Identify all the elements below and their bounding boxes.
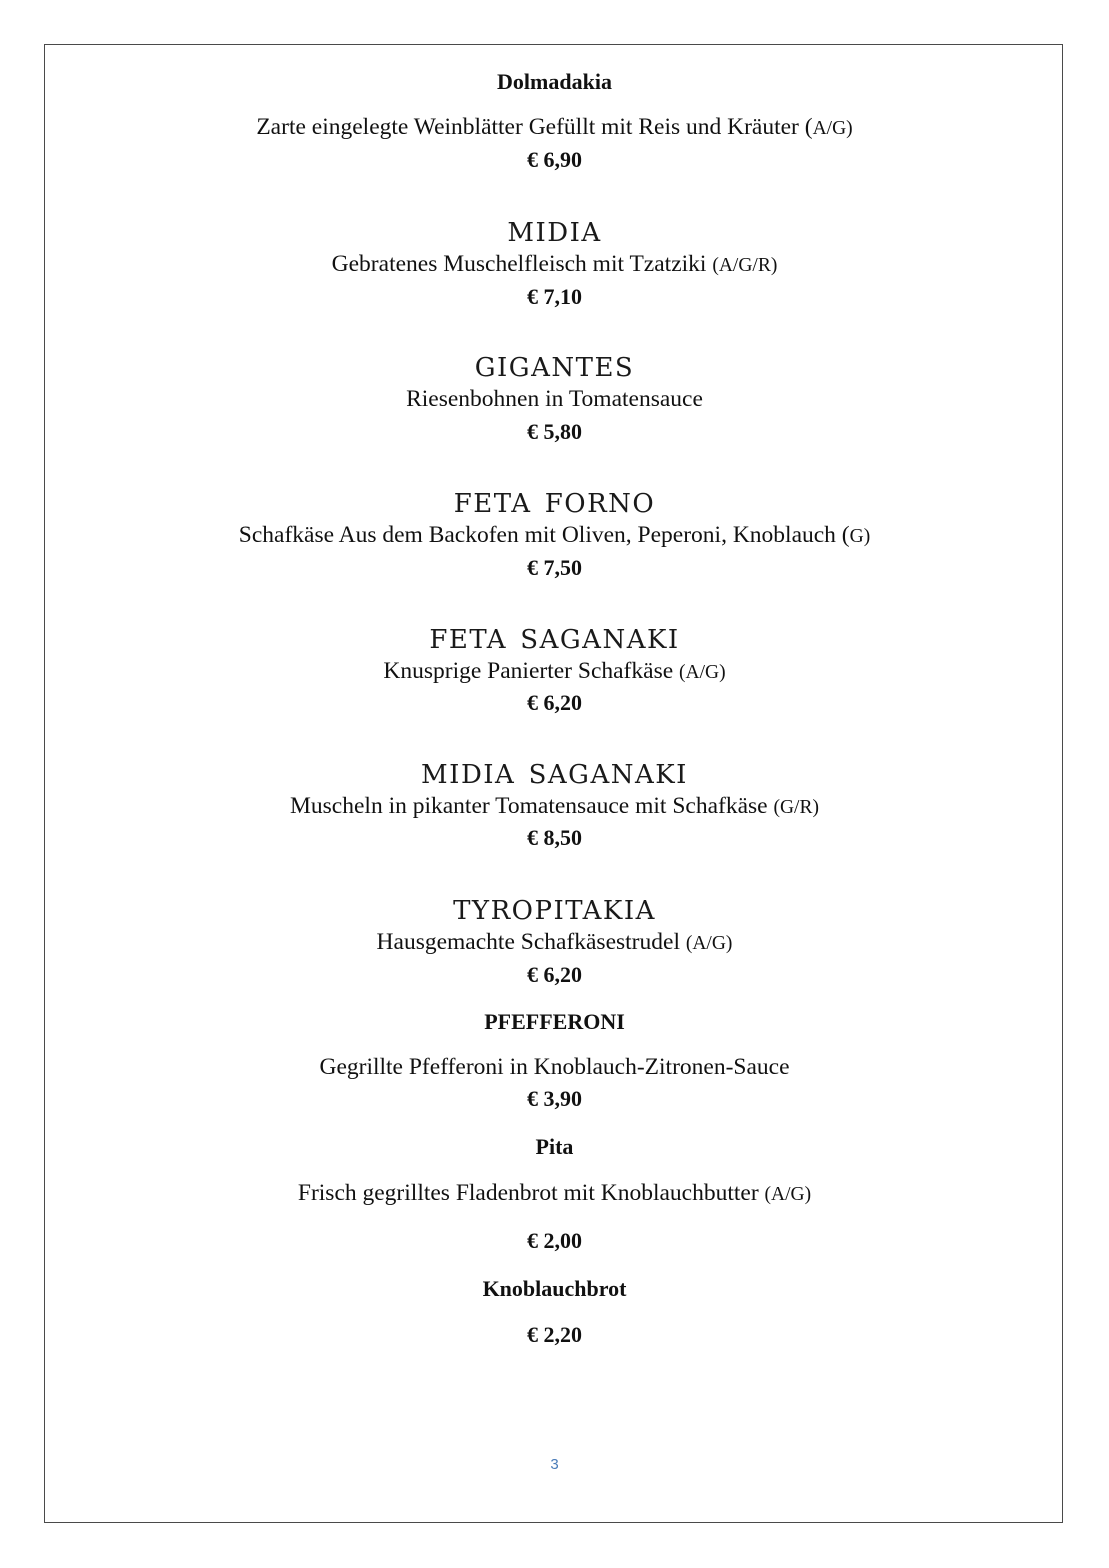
description-text: Zarte eingelegte Weinblätter Gefüllt mit Reis und Kräuter (	[256, 114, 813, 140]
item-description-dolmadakia	[0, 114, 1109, 141]
item-title-tyropitakia: tyropitakia	[453, 885, 656, 928]
allergen-codes: (A/G/R)	[712, 255, 778, 276]
description-text: Gegrillte Pfefferoni in Knoblauch-Zitronen-Sauce	[319, 1054, 790, 1080]
item-title-feta-forno: feta forno	[453, 478, 656, 521]
item-title-midia: midia	[507, 207, 602, 250]
item-title-feta-saganaki: feta saganaki	[429, 614, 680, 657]
item-price-midia: € 7,10	[527, 284, 582, 309]
item-description-pita	[0, 1180, 1109, 1207]
item-price-pfefferoni: € 3,90	[527, 1086, 582, 1111]
item-description-gigantes	[0, 386, 1109, 413]
item-description-midia	[0, 251, 1109, 278]
item-description-feta-forno	[0, 522, 1109, 549]
description-text: Riesenbohnen in Tomatensauce	[406, 386, 703, 412]
item-price-gigantes: € 5,80	[527, 419, 582, 444]
item-price-midia-saganaki: € 8,50	[527, 825, 582, 850]
allergen-codes: G)	[849, 526, 871, 547]
item-price-feta-forno: € 7,50	[527, 555, 582, 580]
allergen-codes: (A/G)	[679, 662, 726, 683]
item-title-dolmadakia: Dolmadakia	[497, 69, 612, 94]
item-description-feta-saganaki	[0, 658, 1109, 685]
description-text: Schafkäse Aus dem Backofen mit Oliven, Peperoni, Knoblauch (	[238, 522, 850, 548]
allergen-codes: (A/G)	[685, 933, 733, 954]
page-number: 3	[550, 1456, 559, 1473]
description-text: Knusprige Panierter Schafkäse	[383, 658, 680, 684]
description-text: Frisch gegrilltes Fladenbrot mit Knoblauchbutter	[297, 1180, 765, 1206]
allergen-codes: A/G)	[812, 118, 853, 139]
description-text: Muscheln in pikanter Tomatensauce mit Schafkäse	[290, 793, 774, 819]
description-text: Hausgemachte Schafkäsestrudel	[376, 929, 686, 955]
allergen-codes: (A/G)	[764, 1184, 812, 1205]
allergen-codes: (G/R)	[773, 797, 819, 818]
item-description-midia-saganaki	[0, 793, 1109, 820]
item-price-pita: € 2,00	[527, 1228, 582, 1253]
item-title-pita: Pita	[535, 1134, 574, 1159]
item-description-tyropitakia	[0, 929, 1109, 956]
item-title-pfefferoni: PFEFFERONI	[484, 1009, 625, 1034]
item-title-midia-saganaki: midia saganaki	[421, 749, 688, 792]
item-title-gigantes: gigantes	[474, 342, 635, 385]
item-price-knoblauchbrot: € 2,20	[527, 1322, 582, 1347]
description-text: Gebratenes Muschelfleisch mit Tzatziki	[331, 251, 713, 277]
item-description-pfefferoni	[0, 1054, 1109, 1081]
item-price-feta-saganaki: € 6,20	[527, 690, 582, 715]
item-price-tyropitakia: € 6,20	[527, 962, 582, 987]
item-price-dolmadakia: € 6,90	[527, 147, 582, 172]
item-title-knoblauchbrot: Knoblauchbrot	[482, 1276, 627, 1301]
